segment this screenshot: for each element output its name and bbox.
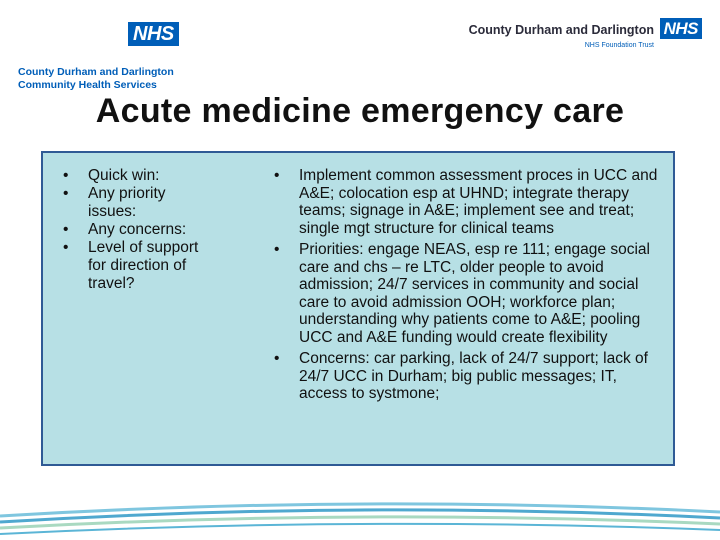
bullet-icon: • [274,167,280,184]
list-item: • Level of support for direction of travel? [63,239,199,292]
left-bullet-list [63,167,208,293]
list-item: • Concerns: car parking, lack of 24/7 support; lack of 24/7 UCC in Durham; big public messages; IT, access to systmone; [274,350,648,402]
trust-subtitle: NHS Foundation Trust [584,42,654,49]
bullet-icon: • [63,167,69,184]
nhs-community-logo [18,12,188,92]
org-name-line2: Community Health Services [18,79,157,91]
list-item: • Any concerns: [63,221,187,238]
bullet-icon: • [63,221,69,238]
bullet-icon: • [63,185,69,202]
bullet-icon: • [274,350,280,367]
right-bullet-list [274,167,667,407]
trust-name: County Durham and Darlington [468,23,654,37]
nhs-trust-logo [442,14,702,54]
list-item: • Implement common assessment proces in UCC and A&E; colocation esp at UHND; integrate therapy teams; signage in A&E; implement see and treat; single mgt structure for clinical teams [274,167,658,237]
slide-title: Acute medicine emergency care [95,92,625,130]
org-name-line1: County Durham and Darlington [18,66,174,78]
list-item: • Priorities: engage NEAS, esp re 111; engage social care and chs – re LTC, older people to avoid admission; 24/7 services in community and social care to avoid admission OOH; workforce plan; understanding why patients come to A&E; pooling UCC and A&E funding would create flexibility [274,241,650,346]
community-services-name [18,66,174,92]
list-item: • Quick win: [63,167,160,184]
nhs-logo-icon: NHS [660,18,702,39]
content-box [41,151,675,466]
footer-swoosh-icon [0,486,720,540]
bullet-icon: • [274,241,280,258]
nhs-logo-icon: NHS [128,22,179,46]
bullet-icon: • [63,239,69,256]
list-item: • Any priority issues: [63,185,166,220]
